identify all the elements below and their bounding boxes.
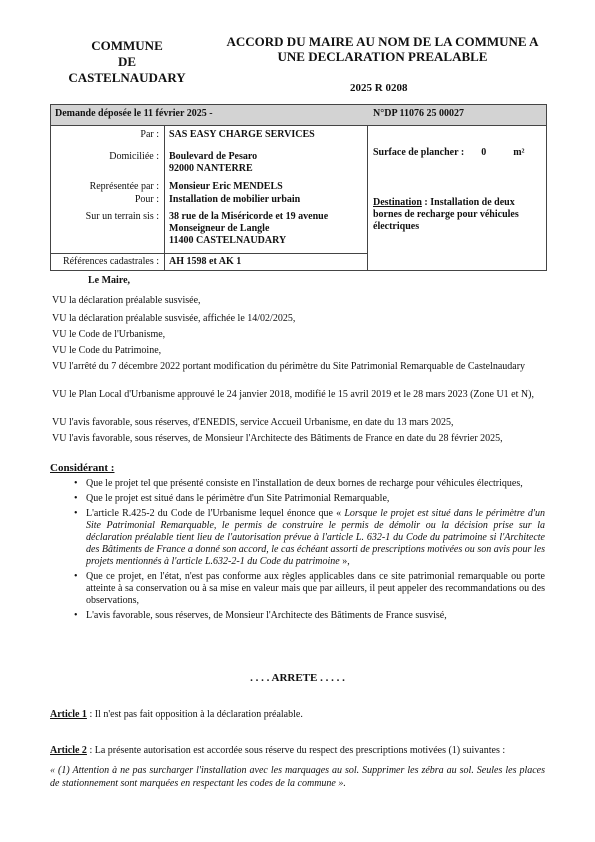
considerant-quote-end: », bbox=[339, 556, 350, 567]
le-maire: Le Maire, bbox=[88, 275, 131, 286]
article-2 bbox=[50, 744, 545, 757]
bullet-icon: • bbox=[74, 478, 78, 489]
considerant-text: Que ce projet, en l'état, n'est pas conforme aux règles applicables dans ce site patrimonial remarquable ou porte atteinte à sa conservation ou à sa mise en valeur mais que par ailleurs, il peut appeler des recommandations ou des observations, bbox=[86, 571, 545, 606]
considerant-quote: Lorsque le projet est situé dans le périmètre d'un Site Patrimonial Remarquable, le permis de construire le permis de démolir ou la décision prise sur la déclaration préalable tient lieu de l'autorisation prévue à l'article L. 632-1 du Code du patrimoine si l'Architecte des Bâtiments de France a donné son accord, le cas échéant assorti de prescriptions motivées ou son avis pour les projets mentionnés à l'article L.632-2-1 du Code du patrimoine bbox=[86, 508, 545, 567]
value-site-line-1: 38 rue de la Miséricorde et 19 avenue bbox=[169, 211, 329, 222]
value-site-line-3: 11400 CASTELNAUDARY bbox=[169, 235, 287, 246]
table-divider bbox=[367, 125, 368, 270]
vu-item: VU le Code de l'Urbanisme, bbox=[52, 329, 166, 340]
vu-item: VU la déclaration préalable susvisée, bbox=[52, 295, 201, 306]
vu-item: VU l'arrêté du 7 décembre 2022 portant modification du périmètre du Site Patrimonial Remarquable de Castelnaudary bbox=[52, 361, 526, 372]
list-item bbox=[50, 478, 545, 490]
commune-line-1: COMMUNE bbox=[91, 38, 163, 53]
article-1 bbox=[50, 708, 545, 721]
label-domicile: Domiciliée : bbox=[109, 151, 159, 162]
bullet-icon: • bbox=[74, 610, 78, 621]
destination-block bbox=[373, 197, 543, 233]
table-divider bbox=[51, 253, 367, 254]
file-number: N°DP 11076 25 00027 bbox=[373, 108, 464, 119]
value-cadastral: AH 1598 et AK 1 bbox=[169, 256, 242, 267]
bullet-icon: • bbox=[74, 493, 78, 504]
destination-text: : Installation de deux bornes de recharge pour véhicules électriques bbox=[373, 197, 519, 232]
value-address-city: 92000 NANTERRE bbox=[169, 163, 253, 174]
surface-unit: m² bbox=[513, 147, 525, 158]
bullet-icon: • bbox=[74, 508, 78, 519]
application-table bbox=[50, 104, 547, 271]
vu-item: VU l'avis favorable, sous réserves, d'ENEDIS, service Accueil Urbanisme, en date du 13 mars 2025, bbox=[52, 417, 454, 428]
considerant-text: L'article R.425-2 du Code de l'Urbanisme lequel énonce que « bbox=[86, 508, 345, 519]
considerant-title: Considérant : bbox=[50, 462, 115, 474]
label-cadastral: Références cadastrales : bbox=[62, 256, 159, 267]
label-pour: Pour : bbox=[134, 194, 159, 205]
label-par: Par : bbox=[140, 129, 159, 140]
date-filed: Demande déposée le 11 février 2025 - bbox=[55, 108, 213, 119]
considerant-list bbox=[50, 478, 545, 625]
arrete-heading: . . . . ARRETE . . . . . bbox=[250, 672, 345, 684]
article-2-text: : La présente autorisation est accordée sous réserve du respect des prescriptions motivées (1) suivantes : bbox=[86, 745, 506, 756]
value-representative: Monsieur Eric MENDELS bbox=[169, 181, 283, 192]
document-title-line-2: UNE DECLARATION PREALABLE bbox=[277, 49, 488, 64]
commune-heading bbox=[42, 38, 212, 86]
list-item bbox=[50, 493, 545, 505]
value-applicant: SAS EASY CHARGE SERVICES bbox=[169, 129, 315, 140]
document-title bbox=[215, 34, 550, 64]
bullet-icon: • bbox=[74, 571, 78, 582]
considerant-text: Que le projet est situé dans le périmètre d'un Site Patrimonial Remarquable, bbox=[86, 493, 390, 504]
commune-line-2: DE bbox=[117, 54, 137, 69]
vu-item: VU l'avis favorable, sous réserves, de Monsieur l'Architecte des Bâtiments de France en date du 28 février 2025, bbox=[52, 433, 503, 444]
vu-item: VU le Plan Local d'Urbanisme approuvé le 24 janvier 2018, modifié le 15 avril 2019 et le 28 mars 2023 (Zone U1 et N), bbox=[52, 389, 534, 400]
destination-label: Destination bbox=[373, 197, 422, 208]
article-2-title: Article 2 bbox=[50, 745, 87, 756]
considerant-text: Que le projet tel que présenté consiste en l'installation de deux bornes de recharge pour véhicules électriques, bbox=[86, 478, 523, 489]
value-address-street: Boulevard de Pesaro bbox=[169, 151, 258, 162]
commune-line-3: CASTELNAUDARY bbox=[68, 70, 186, 85]
surface-label: Surface de plancher : bbox=[373, 147, 465, 158]
surface-value: 0 bbox=[481, 147, 487, 158]
table-header bbox=[51, 105, 546, 126]
value-site-line-2: Monseigneur de Langle bbox=[169, 223, 270, 234]
list-item bbox=[50, 610, 545, 622]
considerant-text: L'avis favorable, sous réserves, de Monsieur l'Architecte des Bâtiments de France susvisé, bbox=[86, 610, 447, 621]
list-item bbox=[50, 571, 545, 607]
document-title-line-1: ACCORD DU MAIRE AU NOM DE LA COMMUNE A bbox=[226, 34, 539, 49]
reference-number: 2025 R 0208 bbox=[350, 82, 408, 94]
label-represented: Représentée par : bbox=[89, 181, 159, 192]
article-2-prescription: « (1) Attention à ne pas surcharger l'installation avec les marquages au sol. Supprimer les zébra au sol. Seules les places de stationnement sont marquées en respectant les codes de la commune ». bbox=[50, 765, 545, 789]
surface-row bbox=[373, 147, 543, 159]
vu-item: VU la déclaration préalable susvisée, affichée le 14/02/2025, bbox=[52, 313, 296, 324]
article-1-text: : Il n'est pas fait opposition à la déclaration préalable. bbox=[86, 709, 303, 720]
table-divider bbox=[164, 125, 165, 270]
vu-item: VU le Code du Patrimoine, bbox=[52, 345, 162, 356]
article-1-title: Article 1 bbox=[50, 709, 87, 720]
value-purpose: Installation de mobilier urbain bbox=[169, 194, 301, 205]
label-terrain: Sur un terrain sis : bbox=[85, 211, 159, 222]
list-item bbox=[50, 508, 545, 568]
